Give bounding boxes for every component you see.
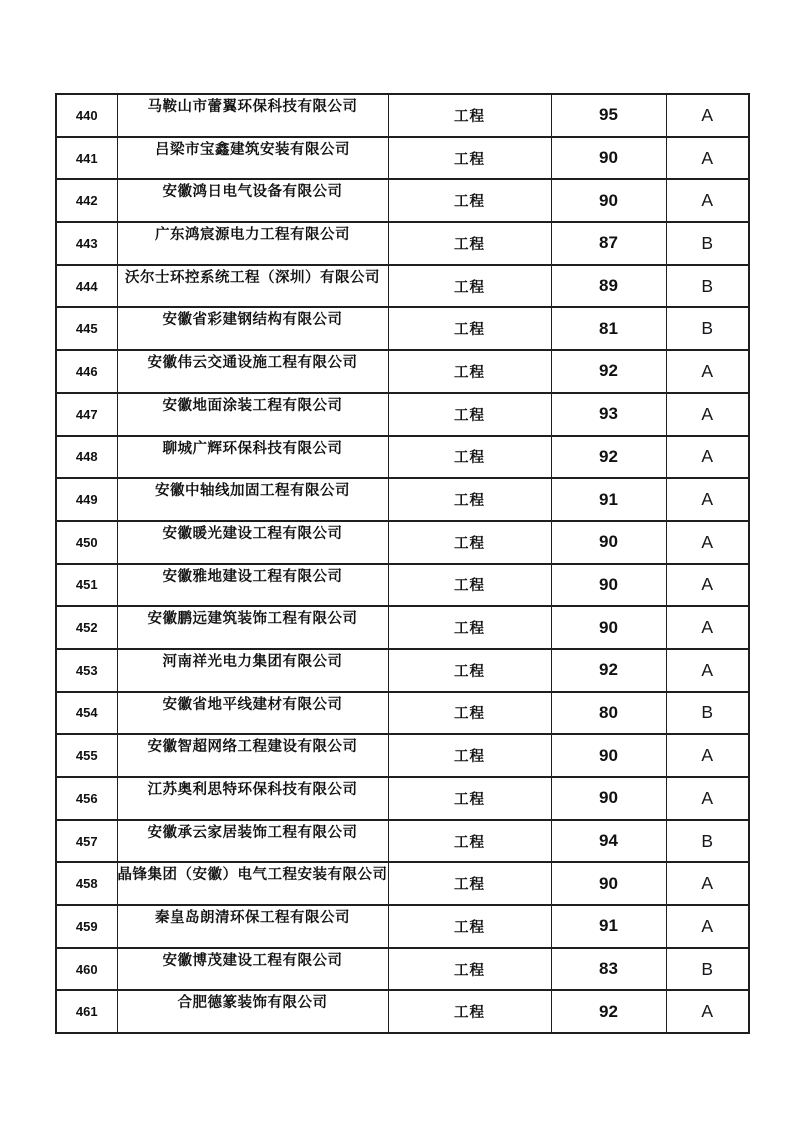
score-cell: 87: [551, 222, 666, 265]
row-number-cell: 453: [56, 649, 117, 692]
table-row: [56, 222, 749, 265]
company-name-cell: 安徽中轴线加固工程有限公司: [117, 478, 388, 521]
category-cell: 工程: [388, 692, 551, 735]
row-number-cell: 440: [56, 94, 117, 137]
row-number-cell: 446: [56, 350, 117, 393]
grade-cell: A: [666, 734, 749, 777]
table-row: [56, 734, 749, 777]
company-name-cell: 沃尔士环控系统工程（深圳）有限公司: [117, 265, 388, 308]
category-cell: 工程: [388, 990, 551, 1033]
category-cell: 工程: [388, 137, 551, 180]
table-row: [56, 820, 749, 863]
table-row: [56, 692, 749, 735]
grade-cell: A: [666, 649, 749, 692]
table-row: [56, 350, 749, 393]
category-cell: 工程: [388, 179, 551, 222]
category-cell: 工程: [388, 606, 551, 649]
table-row: [56, 521, 749, 564]
row-number-cell: 451: [56, 564, 117, 607]
table-row: [56, 606, 749, 649]
category-cell: 工程: [388, 307, 551, 350]
company-name-cell: 秦皇岛朗清环保工程有限公司: [117, 905, 388, 948]
category-cell: 工程: [388, 436, 551, 479]
category-cell: 工程: [388, 393, 551, 436]
score-cell: 80: [551, 692, 666, 735]
table-row: [56, 649, 749, 692]
category-cell: 工程: [388, 862, 551, 905]
grade-cell: B: [666, 692, 749, 735]
score-cell: 94: [551, 820, 666, 863]
table-row: [56, 777, 749, 820]
row-number-cell: 444: [56, 265, 117, 308]
table-row: [56, 179, 749, 222]
company-name-cell: 安徽省地平线建材有限公司: [117, 692, 388, 735]
grade-cell: B: [666, 265, 749, 308]
score-cell: 90: [551, 734, 666, 777]
row-number-cell: 442: [56, 179, 117, 222]
grade-cell: A: [666, 350, 749, 393]
grade-cell: A: [666, 862, 749, 905]
table-row: [56, 948, 749, 991]
score-cell: 92: [551, 436, 666, 479]
row-number-cell: 460: [56, 948, 117, 991]
table-row: [56, 564, 749, 607]
grade-cell: A: [666, 393, 749, 436]
grade-cell: B: [666, 820, 749, 863]
score-cell: 90: [551, 606, 666, 649]
company-name-cell: 河南祥光电力集团有限公司: [117, 649, 388, 692]
score-cell: 92: [551, 990, 666, 1033]
table-row: [56, 137, 749, 180]
score-cell: 81: [551, 307, 666, 350]
score-cell: 90: [551, 521, 666, 564]
company-name-cell: 安徽智超网络工程建设有限公司: [117, 734, 388, 777]
row-number-cell: 449: [56, 478, 117, 521]
grade-cell: A: [666, 94, 749, 137]
score-cell: 92: [551, 350, 666, 393]
category-cell: 工程: [388, 948, 551, 991]
table-row: [56, 478, 749, 521]
row-number-cell: 445: [56, 307, 117, 350]
company-name-cell: 安徽雅地建设工程有限公司: [117, 564, 388, 607]
row-number-cell: 455: [56, 734, 117, 777]
row-number-cell: 456: [56, 777, 117, 820]
score-cell: 91: [551, 905, 666, 948]
company-name-cell: 江苏奥利思特环保科技有限公司: [117, 777, 388, 820]
company-name-cell: 合肥德篆装饰有限公司: [117, 990, 388, 1033]
company-name-cell: 安徽博茂建设工程有限公司: [117, 948, 388, 991]
company-name-cell: 吕梁市宝鑫建筑安装有限公司: [117, 137, 388, 180]
company-name-cell: 马鞍山市蕾翼环保科技有限公司: [117, 94, 388, 137]
category-cell: 工程: [388, 564, 551, 607]
company-table-body: [56, 94, 749, 1033]
company-name-cell: 安徽地面涂装工程有限公司: [117, 393, 388, 436]
score-cell: 90: [551, 777, 666, 820]
row-number-cell: 450: [56, 521, 117, 564]
score-cell: 89: [551, 265, 666, 308]
score-cell: 90: [551, 179, 666, 222]
score-cell: 90: [551, 564, 666, 607]
table-row: [56, 862, 749, 905]
company-rating-table: [55, 93, 750, 1034]
company-name-cell: 安徽暖光建设工程有限公司: [117, 521, 388, 564]
category-cell: 工程: [388, 521, 551, 564]
category-cell: 工程: [388, 905, 551, 948]
category-cell: 工程: [388, 350, 551, 393]
row-number-cell: 454: [56, 692, 117, 735]
grade-cell: A: [666, 990, 749, 1033]
grade-cell: A: [666, 137, 749, 180]
row-number-cell: 441: [56, 137, 117, 180]
category-cell: 工程: [388, 94, 551, 137]
grade-cell: A: [666, 606, 749, 649]
table-row: [56, 990, 749, 1033]
table-row: [56, 905, 749, 948]
company-name-cell: 安徽省彩建钢结构有限公司: [117, 307, 388, 350]
table-row: [56, 436, 749, 479]
row-number-cell: 452: [56, 606, 117, 649]
company-name-cell: 安徽鹏远建筑装饰工程有限公司: [117, 606, 388, 649]
category-cell: 工程: [388, 478, 551, 521]
grade-cell: A: [666, 777, 749, 820]
row-number-cell: 461: [56, 990, 117, 1033]
company-name-cell: 安徽承云家居装饰工程有限公司: [117, 820, 388, 863]
row-number-cell: 457: [56, 820, 117, 863]
score-cell: 91: [551, 478, 666, 521]
grade-cell: A: [666, 521, 749, 564]
grade-cell: A: [666, 564, 749, 607]
company-name-cell: 聊城广辉环保科技有限公司: [117, 436, 388, 479]
row-number-cell: 448: [56, 436, 117, 479]
table-row: [56, 393, 749, 436]
score-cell: 93: [551, 393, 666, 436]
row-number-cell: 443: [56, 222, 117, 265]
company-name-cell: 安徽伟云交通设施工程有限公司: [117, 350, 388, 393]
company-name-cell: 广东鸿宸源电力工程有限公司: [117, 222, 388, 265]
grade-cell: A: [666, 905, 749, 948]
score-cell: 90: [551, 137, 666, 180]
score-cell: 92: [551, 649, 666, 692]
grade-cell: B: [666, 222, 749, 265]
category-cell: 工程: [388, 649, 551, 692]
category-cell: 工程: [388, 222, 551, 265]
score-cell: 83: [551, 948, 666, 991]
row-number-cell: 458: [56, 862, 117, 905]
grade-cell: A: [666, 436, 749, 479]
grade-cell: A: [666, 478, 749, 521]
score-cell: 90: [551, 862, 666, 905]
grade-cell: B: [666, 307, 749, 350]
company-name-cell: 晶锋集团（安徽）电气工程安装有限公司: [117, 862, 388, 905]
company-name-cell: 安徽鸿日电气设备有限公司: [117, 179, 388, 222]
score-cell: 95: [551, 94, 666, 137]
grade-cell: A: [666, 179, 749, 222]
row-number-cell: 447: [56, 393, 117, 436]
category-cell: 工程: [388, 265, 551, 308]
category-cell: 工程: [388, 777, 551, 820]
row-number-cell: 459: [56, 905, 117, 948]
category-cell: 工程: [388, 820, 551, 863]
table-row: [56, 94, 749, 137]
grade-cell: B: [666, 948, 749, 991]
category-cell: 工程: [388, 734, 551, 777]
table-row: [56, 307, 749, 350]
table-row: [56, 265, 749, 308]
